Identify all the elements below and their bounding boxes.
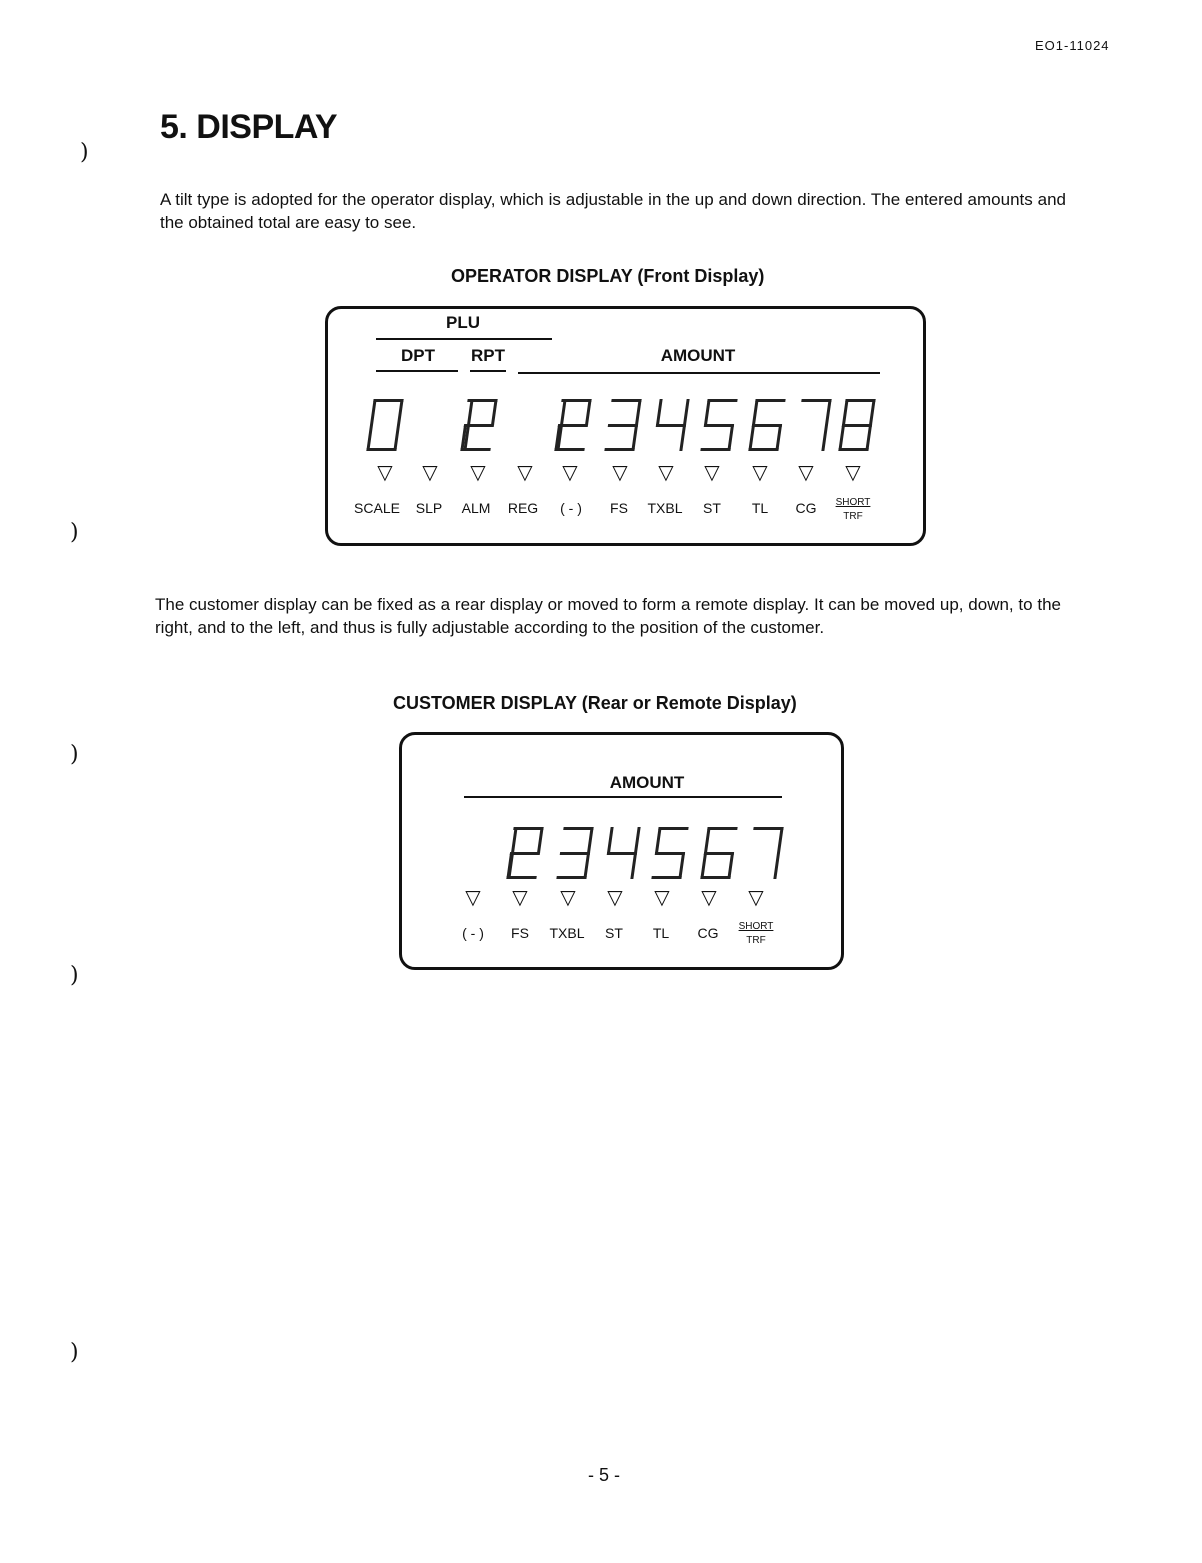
indicator-arrow-icon: ▽ bbox=[658, 462, 674, 484]
rpt-header: RPT bbox=[471, 346, 505, 365]
operator-short-text: SHORT bbox=[835, 497, 871, 508]
indicator-arrow-icon: ▽ bbox=[607, 887, 623, 909]
indicator-arrow-icon: ▽ bbox=[517, 462, 533, 484]
operator-digit bbox=[460, 399, 497, 451]
customer-digit bbox=[506, 827, 543, 879]
plu-underline bbox=[376, 338, 552, 340]
indicator-label: SLP bbox=[415, 500, 443, 516]
indicator-arrow-icon: ▽ bbox=[845, 462, 861, 484]
customer-trf-text: TRF bbox=[746, 935, 766, 946]
indicator-arrow-icon: ▽ bbox=[612, 462, 628, 484]
customer-digit bbox=[603, 827, 640, 879]
binding-mark: ) bbox=[80, 140, 89, 165]
binding-mark: ) bbox=[70, 963, 79, 988]
indicator-label: ALM bbox=[461, 500, 491, 516]
indicator-label: FS bbox=[511, 925, 529, 941]
indicator-arrow-icon: ▽ bbox=[704, 462, 720, 484]
indicator-label: ST bbox=[703, 500, 721, 516]
binding-mark: ) bbox=[70, 1340, 79, 1365]
operator-display-caption: OPERATOR DISPLAY (Front Display) bbox=[451, 266, 765, 286]
operator-digit bbox=[748, 399, 785, 451]
indicator-label: TXBL bbox=[647, 500, 683, 516]
plu-header: PLU bbox=[446, 313, 480, 332]
indicator-arrow-icon: ▽ bbox=[422, 462, 438, 484]
customer-digit bbox=[651, 827, 688, 879]
binding-mark: ) bbox=[70, 742, 79, 767]
indicator-label: REG bbox=[507, 500, 539, 516]
indicator-label: ( - ) bbox=[560, 500, 582, 516]
customer-display-caption: CUSTOMER DISPLAY (Rear or Remote Display) bbox=[393, 693, 797, 713]
indicator-label: ST bbox=[605, 925, 623, 941]
customer-digit bbox=[700, 827, 737, 879]
indicator-label: FS bbox=[610, 500, 628, 516]
operator-digit bbox=[838, 399, 875, 451]
operator-digit bbox=[366, 399, 403, 451]
indicator-arrow-icon: ▽ bbox=[560, 887, 576, 909]
indicator-arrow-icon: ▽ bbox=[377, 462, 393, 484]
indicator-arrow-icon: ▽ bbox=[798, 462, 814, 484]
dpt-header: DPT bbox=[401, 346, 435, 365]
customer-paragraph: The customer display can be fixed as a rear display or moved to form a remote display. It can be moved up, down, to the right, and to the left, and thus is fully adjustable according to the position of the customer. bbox=[155, 595, 1061, 637]
page-number: - 5 - bbox=[588, 1465, 621, 1485]
indicator-label: TL bbox=[751, 500, 769, 516]
indicator-arrow-icon: ▽ bbox=[562, 462, 578, 484]
indicator-arrow-icon: ▽ bbox=[752, 462, 768, 484]
indicator-arrow-icon: ▽ bbox=[512, 887, 528, 909]
indicator-arrow-icon: ▽ bbox=[465, 887, 481, 909]
customer-amount-header: AMOUNT bbox=[609, 773, 685, 792]
operator-digit bbox=[554, 399, 591, 451]
operator-short-trf-label bbox=[836, 497, 871, 523]
indicator-label: CG bbox=[795, 500, 817, 516]
indicator-label: SCALE bbox=[354, 500, 400, 516]
indicator-arrow-icon: ▽ bbox=[470, 462, 486, 484]
customer-amount-underline bbox=[464, 796, 782, 798]
operator-digit bbox=[794, 399, 831, 451]
section-title: 5. DISPLAY bbox=[160, 108, 338, 146]
operator-digit bbox=[652, 399, 689, 451]
indicator-arrow-icon: ▽ bbox=[701, 887, 717, 909]
indicator-label: TL bbox=[652, 925, 670, 941]
binding-mark: ) bbox=[70, 520, 79, 545]
dpt-underline bbox=[376, 370, 458, 372]
customer-digit bbox=[746, 827, 783, 879]
customer-digit bbox=[556, 827, 593, 879]
operator-trf-text: TRF bbox=[843, 511, 863, 522]
customer-short-text: SHORT bbox=[738, 921, 774, 932]
operator-digit bbox=[604, 399, 641, 451]
operator-display-panel bbox=[325, 306, 926, 546]
intro-paragraph: A tilt type is adopted for the operator display, which is adjustable in the up and down direction. The entered amounts and the obtained total are easy to see. bbox=[160, 190, 1066, 232]
document-number: EO1-11024 bbox=[1035, 38, 1110, 53]
indicator-label: CG bbox=[697, 925, 719, 941]
indicator-arrow-icon: ▽ bbox=[748, 887, 764, 909]
operator-amount-header: AMOUNT bbox=[660, 346, 736, 365]
operator-amount-underline bbox=[518, 372, 880, 374]
indicator-label: ( - ) bbox=[462, 925, 484, 941]
rpt-underline bbox=[470, 370, 506, 372]
customer-display-panel bbox=[399, 732, 844, 970]
indicator-label: TXBL bbox=[549, 925, 585, 941]
customer-short-trf-label bbox=[739, 921, 774, 947]
indicator-arrow-icon: ▽ bbox=[654, 887, 670, 909]
operator-digit bbox=[700, 399, 737, 451]
